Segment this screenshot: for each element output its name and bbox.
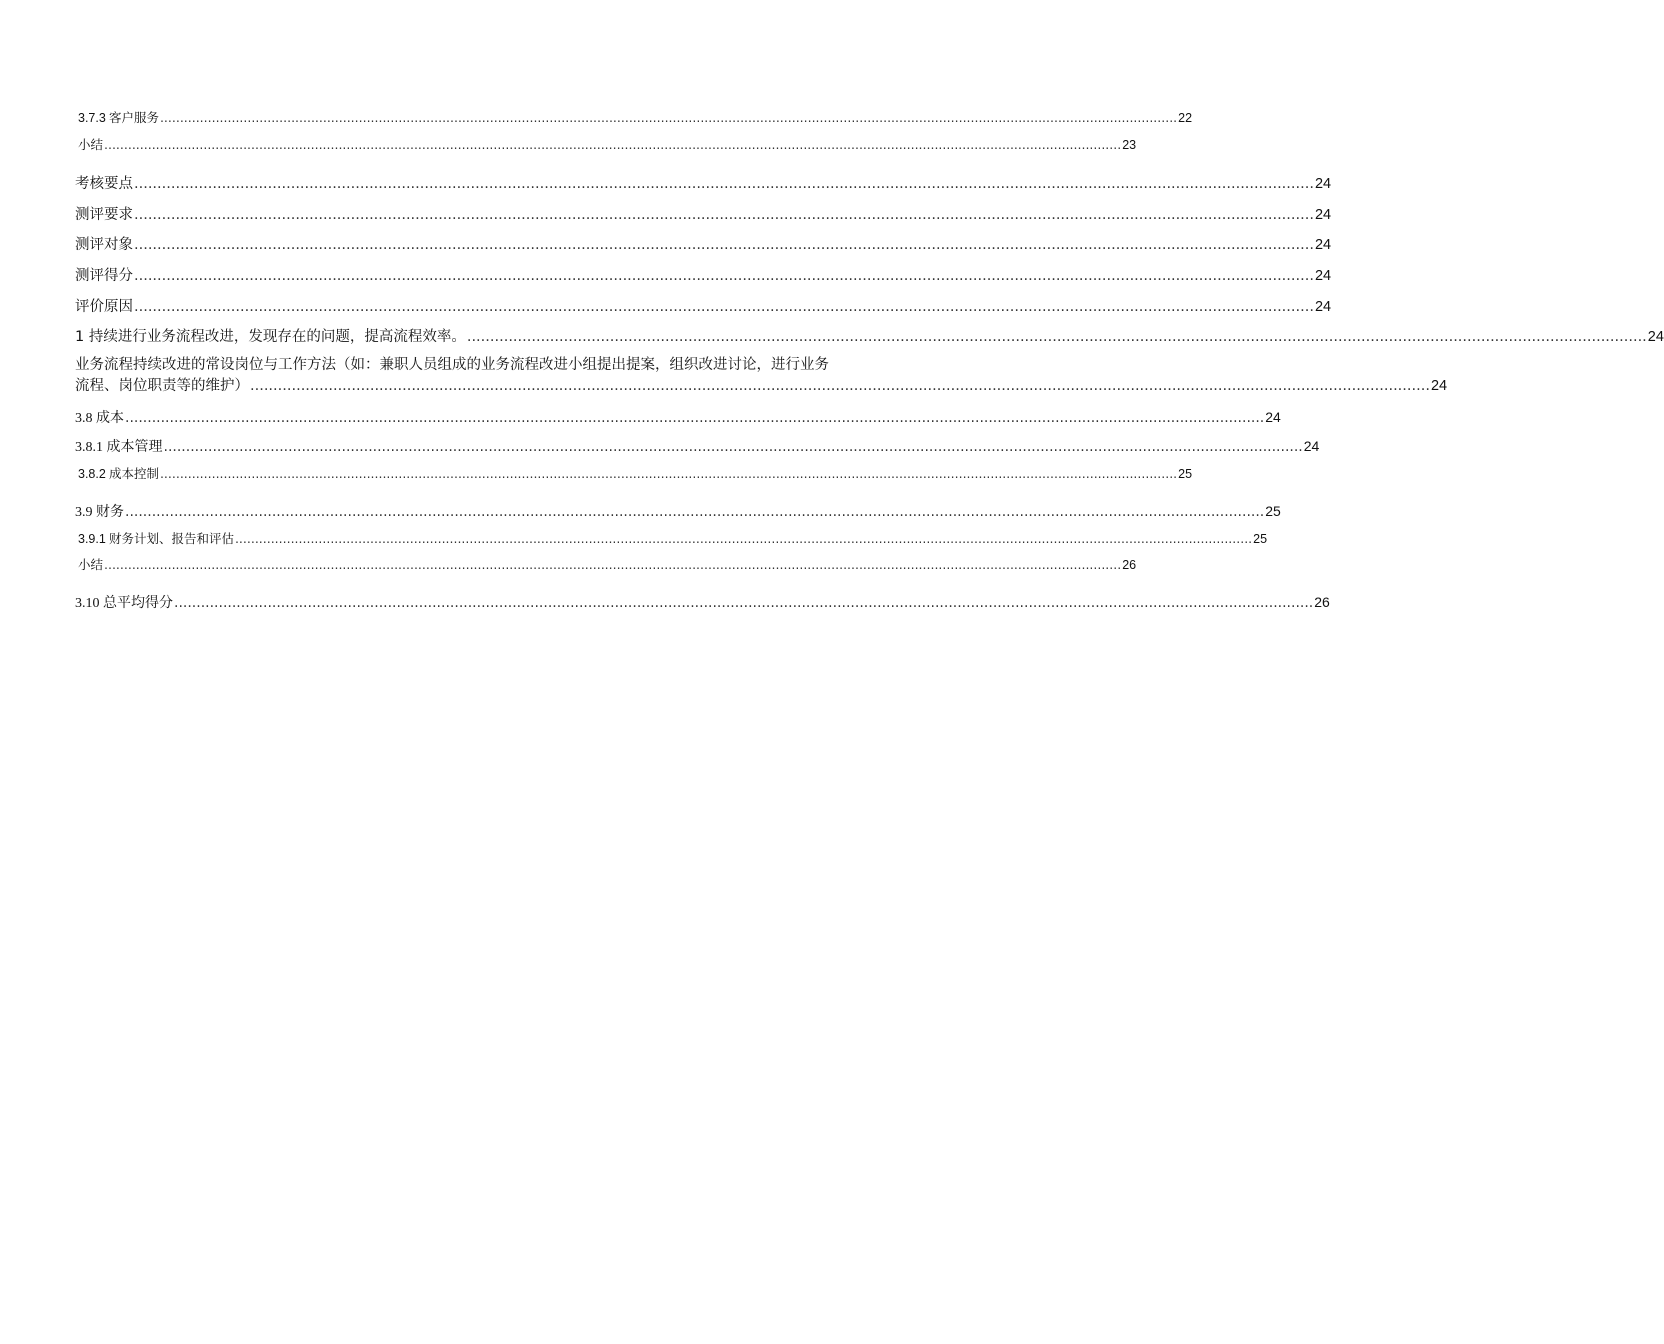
toc-page-number: 23	[1122, 138, 1137, 152]
leader-dots: ................................................................................................................................................................................................................................................................	[234, 531, 1253, 546]
toc-entry-process-improvement[interactable]	[75, 325, 1664, 346]
toc-entry-summary-1[interactable]	[78, 135, 1137, 153]
toc-label: 3.9 财务	[75, 505, 124, 520]
toc-entry-3-9[interactable]	[75, 501, 1281, 521]
toc-entry-3-10[interactable]	[75, 592, 1330, 612]
leader-dots: ................................................................................................................................................................................................................................................................	[134, 237, 1314, 253]
toc-page-number: 26	[1314, 594, 1330, 610]
toc-label-line-1: 业务流程持续改进的常设岗位与工作方法（如：兼职人员组成的业务流程改进小组提出提案，组织改进讨论，进行业务	[75, 357, 829, 373]
leader-dots: ................................................................................................................................................................................................................................................................	[159, 110, 1178, 125]
leader-dots: ................................................................................................................................................................................................................................................................	[466, 329, 1647, 345]
toc-entry-3-8-2[interactable]	[78, 464, 1193, 482]
leader-dots: ................................................................................................................................................................................................................................................................	[134, 207, 1314, 223]
toc-page-number: 24	[1314, 237, 1332, 253]
toc-label: 小结	[78, 558, 104, 572]
toc-label: 3.10 总平均得分	[75, 596, 173, 611]
toc-label-line-2-row	[75, 376, 1448, 397]
toc-page-number: 22	[1178, 111, 1193, 125]
toc-entry-assessment-points[interactable]	[75, 172, 1332, 193]
toc-label: 3.8.2 成本控制	[78, 467, 159, 481]
toc-label: 评价原因	[75, 299, 133, 315]
toc-entry-score[interactable]	[75, 264, 1332, 285]
toc-entry-requirements[interactable]	[75, 203, 1332, 224]
toc-page-number: 25	[1178, 467, 1193, 481]
toc-entry-3-7-3[interactable]	[78, 108, 1193, 126]
toc-entry-summary-2[interactable]	[78, 555, 1137, 573]
toc-page-number: 25	[1265, 503, 1281, 519]
leader-dots: ................................................................................................................................................................................................................................................................	[134, 268, 1314, 284]
toc-entry-3-9-1[interactable]	[78, 529, 1268, 547]
toc-page-number: 24	[1647, 329, 1664, 345]
toc-label: 小结	[78, 138, 104, 152]
toc-label: 1 持续进行业务流程改进，发现存在的问题，提高流程效率。	[75, 329, 466, 345]
toc-entry-improvement-methods[interactable]	[75, 355, 1448, 397]
leader-dots: ................................................................................................................................................................................................................................................................	[104, 557, 1122, 572]
leader-dots: ................................................................................................................................................................................................................................................................	[134, 176, 1314, 192]
toc-label: 3.7.3 客户服务	[78, 111, 159, 125]
toc-label: 测评对象	[75, 237, 133, 253]
toc-entry-objects[interactable]	[75, 233, 1332, 254]
toc-label: 测评要求	[75, 207, 133, 223]
leader-dots: ................................................................................................................................................................................................................................................................	[125, 410, 1265, 426]
toc-page-number: 24	[1314, 207, 1332, 223]
toc-entry-3-8-1[interactable]	[75, 436, 1320, 456]
toc-entry-reasons[interactable]	[75, 295, 1332, 316]
toc-page-number: 26	[1122, 558, 1137, 572]
leader-dots: ................................................................................................................................................................................................................................................................	[174, 595, 1314, 611]
toc-entry-3-8[interactable]	[75, 407, 1281, 427]
leader-dots: ................................................................................................................................................................................................................................................................	[134, 299, 1314, 315]
toc-label: 考核要点	[75, 176, 133, 192]
leader-dots: ................................................................................................................................................................................................................................................................	[163, 439, 1303, 455]
toc-page-number: 24	[1430, 378, 1448, 394]
toc-page-number: 25	[1253, 532, 1268, 546]
toc-page-number: 24	[1314, 299, 1332, 315]
leader-dots: ................................................................................................................................................................................................................................................................	[159, 466, 1178, 481]
toc-page-number: 24	[1314, 176, 1332, 192]
leader-dots: ................................................................................................................................................................................................................................................................	[250, 378, 1430, 394]
toc-page-number: 24	[1314, 268, 1332, 284]
toc-label: 3.8.1 成本管理	[75, 440, 163, 455]
toc-label: 3.8 成本	[75, 411, 124, 426]
leader-dots: ................................................................................................................................................................................................................................................................	[104, 137, 1122, 152]
toc-page-number: 24	[1303, 438, 1320, 454]
toc-label: 3.9.1 财务计划、报告和评估	[78, 532, 234, 546]
toc-label: 测评得分	[75, 268, 133, 284]
leader-dots: ................................................................................................................................................................................................................................................................	[125, 504, 1265, 520]
toc-page-number: 24	[1265, 409, 1281, 425]
toc-label-line-2: 流程、岗位职责等的维护）	[75, 378, 249, 394]
